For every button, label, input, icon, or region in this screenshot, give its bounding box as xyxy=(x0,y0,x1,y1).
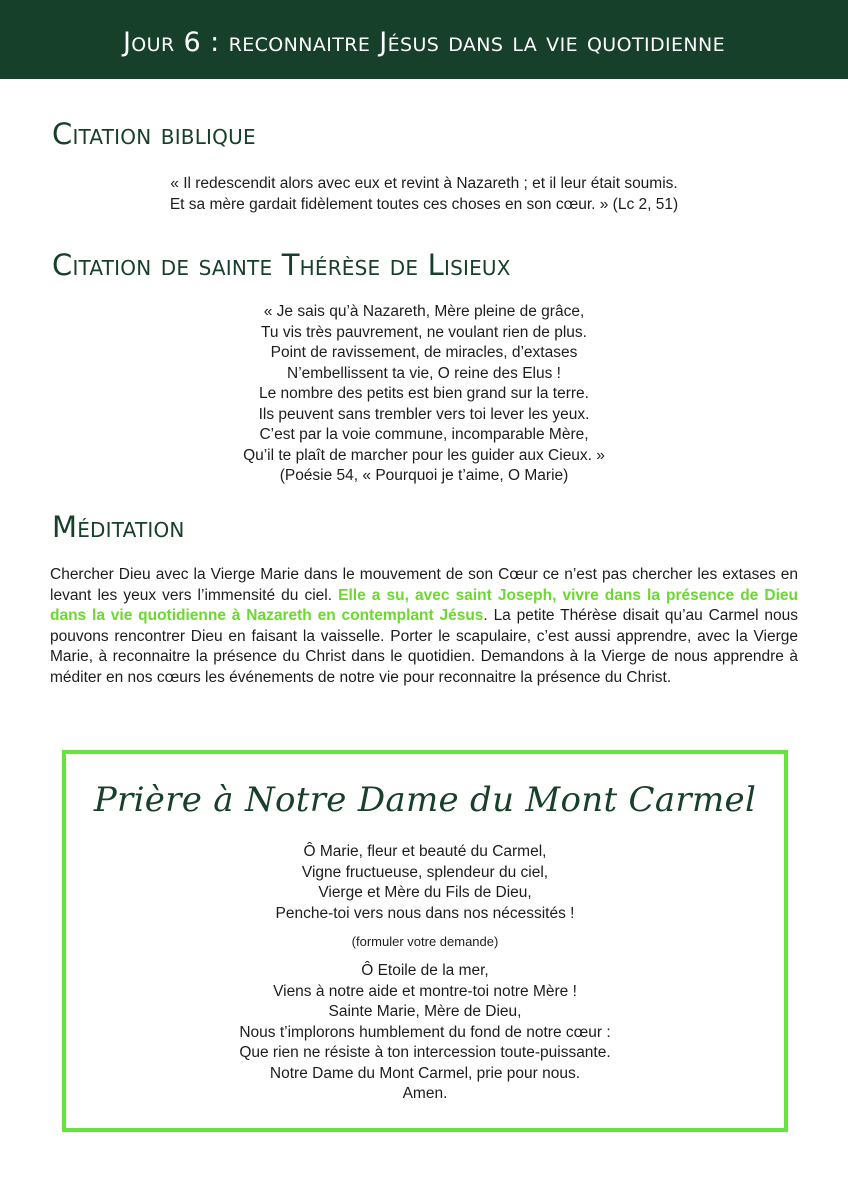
prayer-line: Vierge et Mère du Fils de Dieu, xyxy=(318,884,532,901)
header-bar xyxy=(0,0,848,79)
poem-line: N’embellissent ta vie, O reine des Elus ! xyxy=(287,364,561,382)
prayer-line: Sainte Marie, Mère de Dieu, xyxy=(328,1003,522,1020)
prayer-line: Notre Dame du Mont Carmel, prie pour nous. xyxy=(269,1064,581,1082)
poem-line: « Je sais qu’à Nazareth, Mère pleine de grâce, xyxy=(263,303,585,320)
meditation-text-start: Chercher Dieu avec la Vierge Marie dans le mouvement de son Cœur ce n’est pas chercher les extases en levant les yeux vers l’immensité du ciel. xyxy=(50,566,798,604)
bible-quote-line: « Il redescendit alors avec eux et revint à Nazareth ; et il leur était soumis. xyxy=(170,175,678,192)
meditation-heading: Méditation xyxy=(52,510,185,544)
prayer-line: Vigne fructueuse, splendeur du ciel, xyxy=(301,863,549,881)
meditation-highlight: Elle a su, avec saint Joseph, vivre dans la présence de Dieu dans la vie quotidienne à Nazareth en contemplant Jésus xyxy=(50,586,798,624)
prayer-line: Ô Marie, fleur et beauté du Carmel, xyxy=(303,843,547,860)
poem-line: C’est par la voie commune, incomparable Mère, xyxy=(259,426,589,443)
bible-citation-heading: Citation biblique xyxy=(52,117,256,151)
prayer-instruction: (formuler votre demande) xyxy=(351,934,499,949)
therese-poem xyxy=(0,302,848,487)
poem-line: Ils peuvent sans trembler vers toi lever les yeux. xyxy=(258,405,590,423)
prayer-box xyxy=(62,750,788,1132)
bible-quote-line: Et sa mère gardait fidèlement toutes ces choses en son cœur. » (Lc 2, 51) xyxy=(169,195,679,213)
prayer-line: Ô Etoile de la mer, xyxy=(361,962,489,979)
poem-line: Tu vis très pauvrement, ne voulant rien de plus. xyxy=(261,323,587,341)
prayer-part-2 xyxy=(66,961,784,1105)
prayer-title: Prière à Notre Dame du Mont Carmel xyxy=(93,780,757,820)
poem-line: Le nombre des petits est bien grand sur la terre. xyxy=(259,385,589,402)
prayer-note xyxy=(66,933,784,951)
prayer-part-1 xyxy=(66,842,784,924)
page-title: Jour 6 : reconnaitre Jésus dans la vie quotidienne xyxy=(122,27,726,58)
poem-line: Qu’il te plaît de marcher pour les guider aux Cieux. » xyxy=(243,446,605,464)
prayer-line: Que rien ne résiste à ton intercession toute-puissante. xyxy=(239,1044,611,1061)
bible-quote xyxy=(0,174,848,215)
therese-citation-heading: Citation de sainte Thérèse de Lisieux xyxy=(52,248,511,282)
prayer-line: Nous t’implorons humblement du fond de notre cœur : xyxy=(239,1023,611,1041)
poem-source: (Poésie 54, « Pourquoi je t’aime, O Marie) xyxy=(279,467,569,484)
meditation-text-end: . La petite Thérèse disait qu’au Carmel nous pouvons rencontrer Dieu en faisant la vaisselle. Porter le scapulaire, c’est aussi apprendre, avec la Vierge Marie, à reconnaitre la présence du Christ dans le quotidien. Demandons à la Vierge de nous apprendre à méditer en nos cœurs les événements de notre vie pour reconnaitre la présence du Christ. xyxy=(50,607,798,686)
poem-line: Point de ravissement, de miracles, d’extases xyxy=(270,344,578,361)
prayer-amen: Amen. xyxy=(402,1085,448,1102)
prayer-line: Viens à notre aide et montre-toi notre Mère ! xyxy=(273,982,577,1000)
meditation-paragraph xyxy=(50,565,798,688)
prayer-line: Penche-toi vers nous dans nos nécessités ! xyxy=(275,904,575,922)
